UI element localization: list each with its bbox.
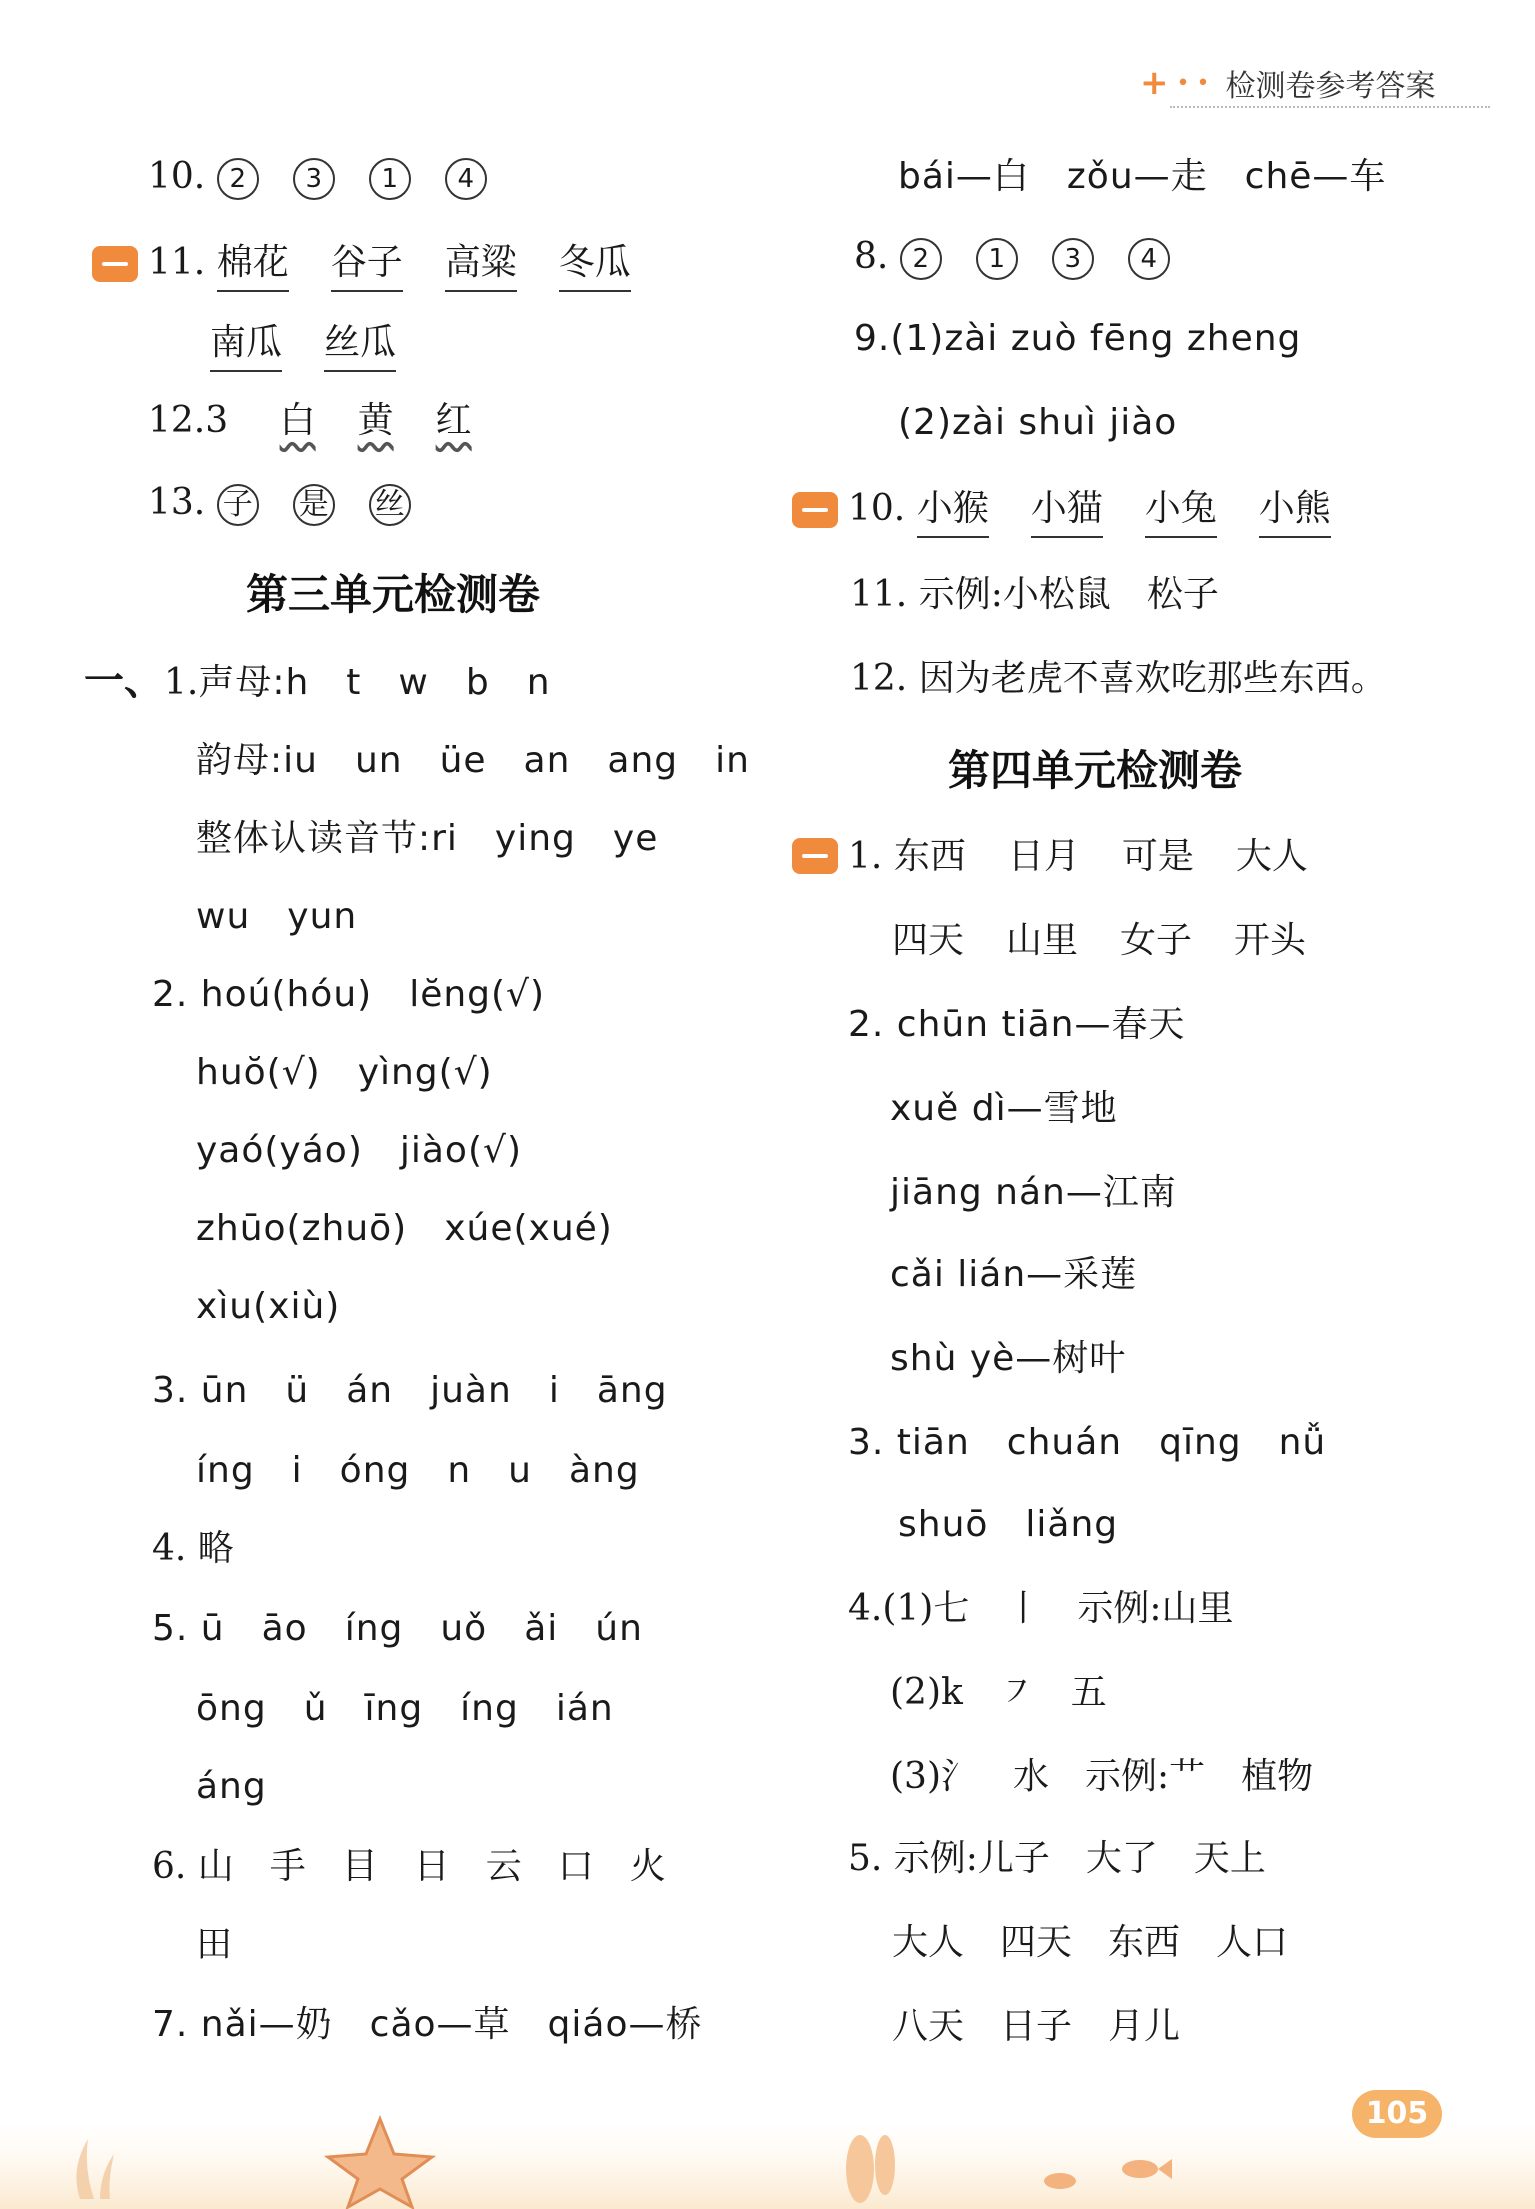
u3-q6-line2: 田 xyxy=(196,1924,233,1965)
u4-q4-line2: (2)k ㇇ 五 xyxy=(890,1672,1107,1713)
answer-word: 小猫 xyxy=(1031,484,1103,538)
circled-answer: 4 xyxy=(1128,238,1170,280)
unit3-title: 第三单元检测卷 xyxy=(246,570,541,619)
section-badge-one xyxy=(792,838,838,874)
answer-word: 黄 xyxy=(357,400,394,441)
answer-word: 日月 xyxy=(1007,836,1080,877)
answer-word: 开头 xyxy=(1234,920,1307,961)
u3-q2-line5: xìu(xiù) xyxy=(196,1286,341,1327)
page-number: 105 xyxy=(1352,2090,1442,2138)
r-q9-line1: 9.(1)zài zuò fēng zheng xyxy=(854,318,1302,359)
u3-q3-line2: íng i óng n u àng xyxy=(196,1450,640,1491)
question-number: 1. xyxy=(848,836,883,877)
u4-q3-line2: shuō liǎng xyxy=(898,1504,1119,1545)
u3-q6-line1: 6. 山 手 目 日 云 口 火 xyxy=(152,1846,666,1887)
left-q10 xyxy=(148,152,521,202)
answer-word: 丝瓜 xyxy=(324,318,396,372)
circled-answer: 2 xyxy=(900,238,942,280)
circled-answer: 3 xyxy=(1052,238,1094,280)
circled-answer: 3 xyxy=(293,158,335,200)
r-q11: 11. 示例:小松鼠 松子 xyxy=(850,574,1219,615)
answer-word: 小兔 xyxy=(1145,484,1217,538)
footer-decoration xyxy=(0,2099,1535,2209)
u4-q4-line1: 4.(1)七 丨 示例:山里 xyxy=(848,1588,1234,1629)
circled-character: 丝 xyxy=(369,484,411,526)
u4-q5-line1: 5. 示例:儿子 大了 天上 xyxy=(848,1838,1266,1879)
u4-q2-line5: shù yè—树叶 xyxy=(890,1338,1127,1379)
section-prefix: 一、 xyxy=(84,658,164,704)
u3-q2-line3: yaó(yáo) jiào(√) xyxy=(196,1130,522,1171)
answer-word: 白 xyxy=(279,400,316,441)
circled-character: 子 xyxy=(217,484,259,526)
header-title: 检测卷参考答案 xyxy=(1225,69,1436,104)
answer-word: 南瓜 xyxy=(210,318,282,372)
circled-answer: 1 xyxy=(976,238,1018,280)
circled-answer: 1 xyxy=(369,158,411,200)
u3-q5-line2: ōng ǔ īng íng ián xyxy=(196,1688,614,1729)
circled-answer: 4 xyxy=(445,158,487,200)
u3-q1-line3: 整体认读音节:ri ying ye xyxy=(196,818,659,859)
answer-text: 声母:h t w b n xyxy=(198,662,551,703)
r-q8 xyxy=(854,232,1204,282)
u4-q5-line2: 大人 四天 东西 人口 xyxy=(892,1922,1289,1963)
section-badge-two xyxy=(92,246,138,282)
answer-word: 女子 xyxy=(1120,920,1193,961)
u3-q3-line1: 3. ūn ü án juàn i āng xyxy=(152,1370,668,1411)
u4-q2-line4: cǎi lián—采莲 xyxy=(890,1254,1138,1295)
u4-q1-row1 xyxy=(848,832,1350,882)
answer-word: 东西 xyxy=(893,836,966,877)
u3-q1-line1 xyxy=(84,656,551,708)
u3-q2-line4: zhūo(zhuō) xúe(xué) xyxy=(196,1208,613,1249)
circled-answer: 2 xyxy=(217,158,259,200)
left-q13 xyxy=(148,478,445,528)
u4-q2-line3: jiāng nán—江南 xyxy=(890,1172,1177,1213)
plus-icon: + xyxy=(1140,63,1171,103)
u3-q5-line3: áng xyxy=(196,1766,267,1807)
answer-word: 大人 xyxy=(1235,836,1308,877)
u3-q7: 7. nǎi—奶 cǎo—草 qiáo—桥 xyxy=(152,2004,703,2045)
u4-q1-row2 xyxy=(892,916,1348,966)
u3-q1-line2: 韵母:iu un üe an ang in xyxy=(196,740,750,781)
u3-q2-line2: huŏ(√) yìng(√) xyxy=(196,1052,493,1093)
question-number: 11. xyxy=(148,242,206,283)
question-number: 1. xyxy=(164,662,199,703)
circled-character: 是 xyxy=(293,484,335,526)
answer-word: 小猴 xyxy=(917,484,989,538)
r-q7-cont: bái—白 zǒu—走 chē—车 xyxy=(898,156,1387,197)
header-divider xyxy=(1170,106,1490,108)
u4-q3-line1: 3. tiān chuán qīng nǚ xyxy=(848,1422,1327,1463)
question-number: 13. xyxy=(148,482,206,523)
r-q9-line2: (2)zài shuì jiào xyxy=(898,402,1178,443)
answer-word: 小熊 xyxy=(1259,484,1331,538)
u3-q5-line1: 5. ū āo íng uǒ ǎi ún xyxy=(152,1608,643,1649)
answer-word: 高粱 xyxy=(445,238,517,292)
section-badge-three xyxy=(792,492,838,528)
answer-word: 山里 xyxy=(1006,920,1079,961)
u3-q1-line4: wu yun xyxy=(196,896,358,937)
question-number: 8. xyxy=(854,236,889,277)
r-q12: 12. 因为老虎不喜欢吃那些东西。 xyxy=(850,658,1387,699)
page-header xyxy=(1140,60,1500,106)
left-q12 xyxy=(148,396,514,446)
question-number: 10. xyxy=(848,488,906,529)
u4-q5-line3: 八天 日子 月儿 xyxy=(892,2006,1181,2047)
r-q10 xyxy=(848,484,1373,538)
dots-decoration: • • xyxy=(1176,70,1210,96)
answer-word: 谷子 xyxy=(331,238,403,292)
left-q11-row1 xyxy=(148,238,673,292)
answer-word: 四天 xyxy=(892,920,965,961)
answer-word: 可是 xyxy=(1121,836,1194,877)
u3-q4: 4. 略 xyxy=(152,1528,234,1569)
u4-q4-line3: (3)氵 水 示例:艹 植物 xyxy=(890,1756,1314,1797)
answer-word: 棉花 xyxy=(217,238,289,292)
unit4-title: 第四单元检测卷 xyxy=(948,746,1243,795)
left-q11-row2 xyxy=(210,318,438,372)
question-number: 12.3 xyxy=(148,400,229,441)
u4-q2-line2: xuě dì—雪地 xyxy=(890,1088,1118,1129)
answer-word: 冬瓜 xyxy=(559,238,631,292)
question-number: 10. xyxy=(148,156,206,197)
u4-q2-line1: 2. chūn tiān—春天 xyxy=(848,1004,1186,1045)
answer-word: 红 xyxy=(435,400,472,441)
u3-q2-line1: 2. hoú(hóu) lĕng(√) xyxy=(152,974,546,1015)
